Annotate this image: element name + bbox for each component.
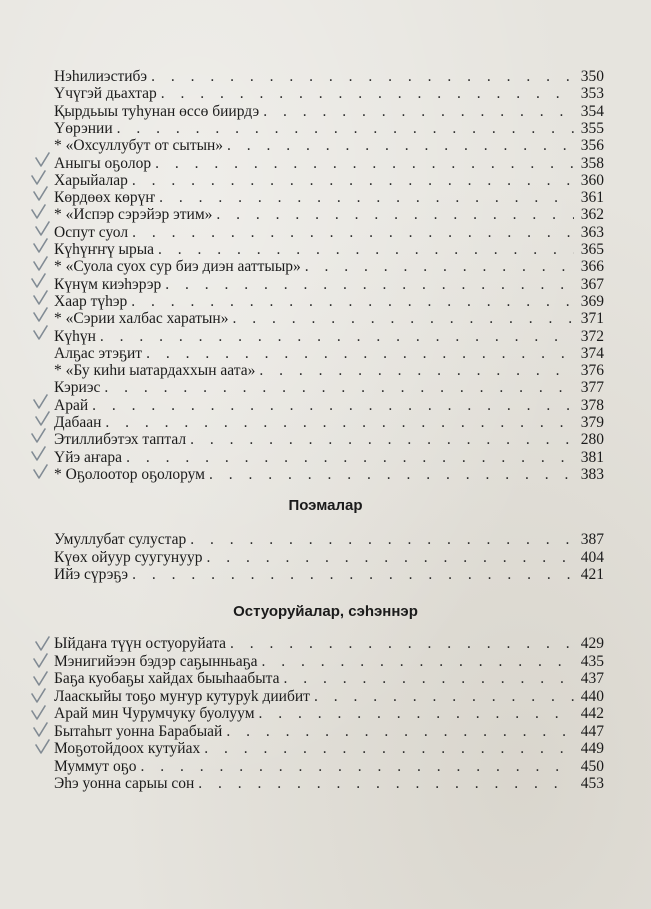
dot-leader bbox=[92, 396, 574, 415]
toc-entry-title: Муммут оҕо bbox=[54, 757, 137, 775]
toc-entry-page-number: 367 bbox=[580, 275, 604, 293]
toc-entry-title: Этиллибэтэх таптал bbox=[54, 431, 187, 449]
pencil-check-icon bbox=[30, 688, 46, 704]
toc-entry-title: * «Охсуллубут от сытын» bbox=[54, 137, 224, 155]
dot-leader bbox=[209, 465, 574, 484]
dot-leader bbox=[259, 704, 574, 723]
pencil-check-icon bbox=[30, 204, 46, 220]
toc-entry bbox=[54, 430, 604, 449]
dot-leader bbox=[161, 84, 574, 103]
pencil-check-icon bbox=[32, 464, 48, 480]
pencil-check-icon bbox=[30, 428, 46, 444]
toc-entry-title: Ийэ сүрэҕэ bbox=[54, 566, 129, 583]
toc-entry-title: Алҕас этэҕит bbox=[54, 344, 143, 362]
toc-entry-page-number: 362 bbox=[580, 206, 604, 224]
toc-entry bbox=[54, 102, 604, 121]
toc-entry bbox=[54, 292, 604, 311]
pencil-check-icon bbox=[32, 307, 48, 323]
toc-entry-title: Харыйалар bbox=[54, 171, 128, 189]
toc-entry-title: Арай мин Чурумчуку буолуум bbox=[54, 705, 255, 722]
toc-entry-title: Моҕотойдоох кутуйах bbox=[54, 740, 201, 757]
dot-leader bbox=[132, 171, 574, 190]
dot-leader bbox=[132, 565, 574, 584]
toc-entry-page-number: 360 bbox=[580, 171, 604, 189]
toc-entry-page-number: 453 bbox=[580, 775, 604, 792]
pencil-check-icon bbox=[34, 636, 50, 652]
toc-entry bbox=[54, 154, 604, 173]
toc-entry bbox=[54, 240, 604, 259]
pencil-check-icon bbox=[34, 221, 50, 237]
toc-entry bbox=[54, 757, 604, 776]
toc-entry bbox=[54, 739, 604, 758]
toc-entry-page-number: 442 bbox=[580, 705, 604, 722]
dot-leader bbox=[216, 205, 574, 224]
toc-entry-title: Эһэ уонна сарыы сон bbox=[54, 775, 195, 792]
toc-entry-page-number: 450 bbox=[580, 757, 604, 775]
toc-entry bbox=[54, 84, 604, 103]
dot-leader bbox=[263, 102, 574, 121]
dot-leader bbox=[206, 548, 574, 567]
dot-leader bbox=[232, 309, 574, 328]
dot-leader bbox=[283, 669, 574, 688]
pencil-check-icon bbox=[30, 446, 46, 462]
toc-entry-page-number: 381 bbox=[580, 448, 604, 466]
toc-entry-page-number: 429 bbox=[580, 635, 604, 652]
dot-leader bbox=[261, 652, 574, 671]
toc-entry-title: Арай bbox=[54, 396, 89, 414]
dot-leader bbox=[227, 136, 574, 155]
toc-entry-title: Үчүгэй дьахтар bbox=[54, 85, 157, 103]
toc-entry-title: Үйэ аҥара bbox=[54, 448, 123, 466]
toc-entry-page-number: 363 bbox=[580, 223, 604, 241]
pencil-check-icon bbox=[32, 256, 48, 272]
dot-leader bbox=[230, 634, 574, 653]
toc-entry-page-number: 365 bbox=[580, 241, 604, 258]
toc-entry-page-number: 356 bbox=[580, 137, 604, 155]
toc-entry bbox=[54, 413, 604, 432]
toc-entry bbox=[54, 119, 604, 138]
toc-entry-title: Оспут суол bbox=[54, 223, 129, 241]
dot-leader bbox=[100, 327, 574, 346]
toc-entry-title: Бытаһыт уонна Барабыай bbox=[54, 722, 223, 740]
toc-entry-page-number: 440 bbox=[580, 687, 604, 705]
pencil-check-icon bbox=[34, 411, 50, 427]
section-heading-poems: Поэмалар bbox=[288, 497, 363, 514]
toc-entry-title: Қырдьыы туһунан өссө биирдэ bbox=[54, 102, 260, 120]
toc-entry bbox=[54, 309, 604, 328]
toc-entry-title: * «Суола суох сур биэ диэн ааттыыр» bbox=[54, 258, 301, 276]
toc-entry-title: Аныгы оҕолор bbox=[54, 154, 152, 172]
dot-leader bbox=[146, 344, 574, 363]
toc-entry-title: Дабаан bbox=[54, 414, 102, 431]
toc-entry bbox=[54, 548, 604, 567]
section-heading-tales: Остуоруйалар, сэһэннэр bbox=[233, 603, 418, 620]
toc-entry bbox=[54, 565, 604, 584]
toc-entry-title: * «Сэрии халбас харатын» bbox=[54, 310, 229, 328]
toc-entry-page-number: 404 bbox=[580, 548, 604, 566]
dot-leader bbox=[117, 119, 574, 138]
pencil-check-icon bbox=[32, 653, 48, 669]
toc-entry-page-number: 447 bbox=[580, 722, 604, 740]
toc-entry-page-number: 377 bbox=[580, 379, 604, 397]
dot-leader bbox=[131, 292, 574, 311]
dot-leader bbox=[165, 275, 574, 294]
toc-entry-page-number: 358 bbox=[580, 154, 604, 172]
pencil-check-icon bbox=[30, 273, 46, 289]
toc-entry bbox=[54, 774, 604, 793]
toc-entry-page-number: 421 bbox=[580, 566, 604, 583]
toc-entry bbox=[54, 687, 604, 706]
toc-entry bbox=[54, 223, 604, 242]
toc-entry-page-number: 355 bbox=[580, 119, 604, 137]
toc-entry bbox=[54, 188, 604, 207]
pencil-check-icon bbox=[32, 290, 48, 306]
toc-entry-page-number: 435 bbox=[580, 652, 604, 670]
dot-leader bbox=[190, 430, 574, 449]
toc-entry-page-number: 372 bbox=[580, 327, 604, 345]
pencil-check-icon bbox=[32, 325, 48, 341]
toc-entry-page-number: 449 bbox=[580, 740, 604, 757]
toc-entry-title: Хаар түһэр bbox=[54, 292, 128, 310]
toc-entry-page-number: 354 bbox=[580, 102, 604, 120]
toc-entry-title: Лааскыйы тоҕо муҥур кутуруk диибит bbox=[54, 687, 310, 705]
toc-entry-page-number: 369 bbox=[580, 292, 604, 310]
dot-leader bbox=[105, 413, 574, 432]
dot-leader bbox=[132, 223, 574, 242]
toc-entry bbox=[54, 205, 604, 224]
pencil-check-icon bbox=[32, 671, 48, 687]
pencil-check-icon bbox=[34, 152, 50, 168]
pencil-check-icon bbox=[32, 186, 48, 202]
toc-entry bbox=[54, 67, 604, 86]
dot-leader bbox=[104, 378, 574, 397]
toc-entry-title: * «Бу киһи ыатардаххын аата» bbox=[54, 362, 256, 380]
dot-leader bbox=[305, 257, 574, 276]
toc-entry bbox=[54, 722, 604, 741]
toc-entry bbox=[54, 327, 604, 346]
pencil-check-icon bbox=[30, 705, 46, 721]
toc-entry bbox=[54, 171, 604, 190]
toc-entry-title: Күһүҥҥү ырыа bbox=[54, 241, 154, 258]
toc-entry-title: Умуллубат сулустар bbox=[54, 531, 187, 548]
toc-entry bbox=[54, 361, 604, 380]
toc-entry bbox=[54, 634, 604, 653]
dot-leader bbox=[226, 722, 574, 741]
toc-entry-title: * «Испэр сэрэйэр этим» bbox=[54, 206, 213, 224]
pencil-check-icon bbox=[34, 739, 50, 755]
toc-entry-page-number: 383 bbox=[580, 465, 604, 483]
toc-entry bbox=[54, 704, 604, 723]
toc-entry bbox=[54, 257, 604, 276]
dot-leader bbox=[259, 361, 574, 380]
toc-entry-title: Баҕа куобаҕы хайдах быыһаабыта bbox=[54, 670, 280, 687]
toc-entry-page-number: 437 bbox=[580, 670, 604, 687]
toc-entry bbox=[54, 378, 604, 397]
toc-entry-page-number: 280 bbox=[580, 431, 604, 449]
toc-entry-title: Мэнигийээн бэдэр саҕынньаҕа bbox=[54, 652, 258, 670]
dot-leader bbox=[151, 67, 574, 86]
toc-entry-page-number: 353 bbox=[580, 85, 604, 103]
dot-leader bbox=[158, 240, 574, 259]
dot-leader bbox=[140, 757, 574, 776]
toc-entry-title: Үөрэнии bbox=[54, 119, 113, 137]
toc-entry bbox=[54, 136, 604, 155]
dot-leader bbox=[198, 774, 574, 793]
dot-leader bbox=[204, 739, 574, 758]
toc-entry bbox=[54, 448, 604, 467]
toc-entry-title: Күнүм киэһэрэр bbox=[54, 275, 162, 293]
toc-entry bbox=[54, 652, 604, 671]
toc-entry-title: * Оҕолоотор оҕолорум bbox=[54, 465, 205, 483]
dot-leader bbox=[314, 687, 574, 706]
pencil-check-icon bbox=[32, 394, 48, 410]
pencil-check-icon bbox=[30, 170, 46, 186]
toc-entry-page-number: 350 bbox=[580, 68, 604, 85]
toc-entry-title: Ыйдаҥа түүн остуоруйата bbox=[54, 635, 227, 652]
pencil-check-icon bbox=[32, 238, 48, 254]
toc-entry-page-number: 366 bbox=[580, 258, 604, 276]
dot-leader bbox=[190, 530, 574, 549]
toc-entry-title: Кэриэс bbox=[54, 379, 101, 397]
toc-entry-page-number: 387 bbox=[580, 531, 604, 548]
toc-entry bbox=[54, 275, 604, 294]
toc-entry bbox=[54, 465, 604, 484]
dot-leader bbox=[126, 448, 574, 467]
dot-leader bbox=[159, 188, 574, 207]
toc-entry-page-number: 371 bbox=[580, 310, 604, 328]
toc-entry-title: Көрдөөх көрүҥ bbox=[54, 189, 156, 207]
toc-entry-page-number: 379 bbox=[580, 414, 604, 431]
toc-entry bbox=[54, 669, 604, 688]
toc-entry-page-number: 378 bbox=[580, 396, 604, 414]
toc-entry bbox=[54, 344, 604, 363]
toc-entry-title: Күөх ойуур суугунуур bbox=[54, 548, 203, 566]
toc-entry bbox=[54, 530, 604, 549]
toc-entry-page-number: 374 bbox=[580, 344, 604, 362]
toc-entry-page-number: 376 bbox=[580, 362, 604, 380]
pencil-check-icon bbox=[32, 722, 48, 738]
toc-entry bbox=[54, 396, 604, 415]
toc-entry-page-number: 361 bbox=[580, 189, 604, 207]
dot-leader bbox=[155, 154, 574, 173]
toc-entry-title: Күһүн bbox=[54, 327, 96, 345]
toc-entry-title: Нэһилиэстибэ bbox=[54, 68, 148, 85]
